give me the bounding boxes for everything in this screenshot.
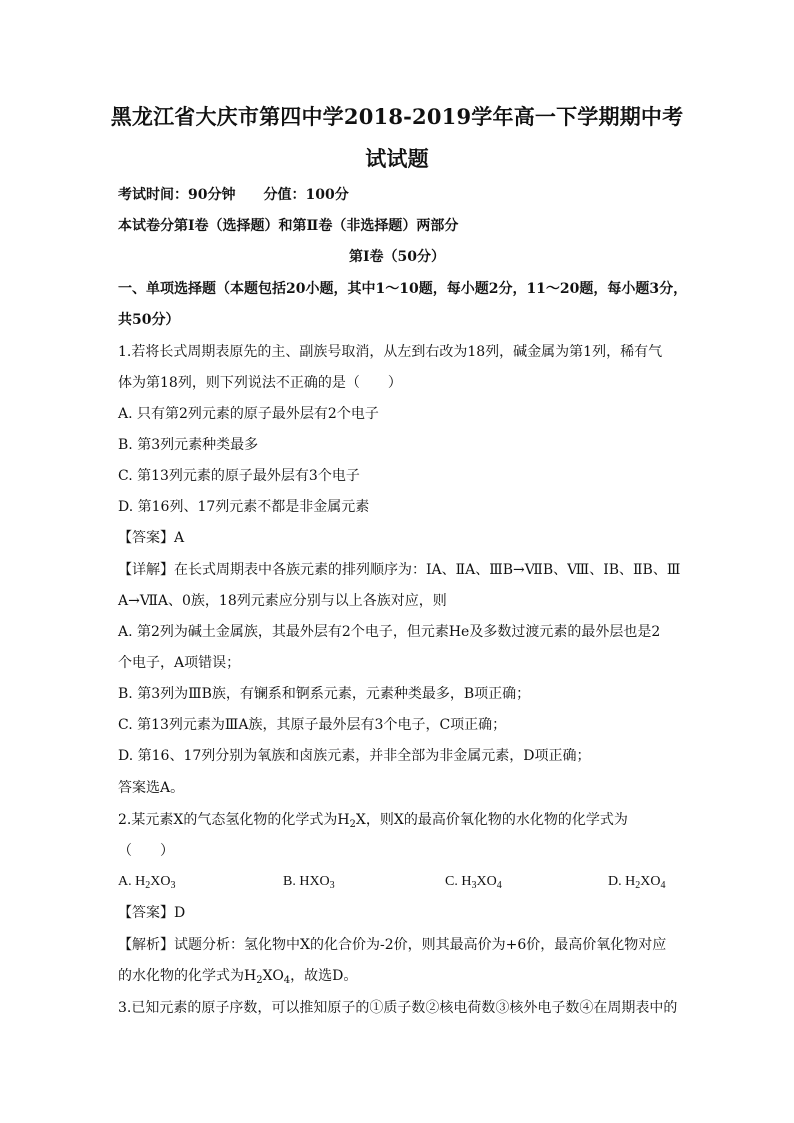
- q1-detail-line6: C. 第13列元素为ⅢA族，其原子最外层有3个电子，C项正确；: [118, 717, 507, 733]
- q1-option-c: C. 第13列元素的原子最外层有3个电子: [118, 468, 360, 484]
- q2-option-a-prefix: A. H: [118, 874, 146, 889]
- q1-option-a: A. 只有第2列元素的原子最外层有2个电子: [118, 406, 379, 422]
- q2-stem-part2: X，则X的最高价氧化物的水化物的化学式为: [355, 812, 628, 828]
- q2-option-d-prefix: D. H: [608, 874, 636, 889]
- q1-option-b: B. 第3列元素种类最多: [118, 437, 259, 453]
- q2-option-d-mid: XO: [640, 874, 661, 889]
- volume-info: 本试卷分第Ⅰ卷（选择题）和第Ⅱ卷（非选择题）两部分: [118, 218, 459, 234]
- q2-option-b: [283, 872, 335, 892]
- q2-analysis-part3: ，故选D。: [290, 968, 358, 984]
- q2-option-c-sub1: 3: [471, 880, 477, 891]
- q2-analysis-part2: XO: [262, 968, 284, 984]
- q2-option-d-sub1: 2: [635, 880, 641, 891]
- q2-analysis-part1: 的水化物的化学式为H: [118, 968, 257, 984]
- q2-analysis-sub1: 2: [256, 975, 263, 986]
- title-line-1: 黑龙江省大庆市第四中学2018-2019学年高一下学期期中考: [110, 104, 684, 129]
- q1-detail-line7: D. 第16、17列分别为氧族和卤族元素，并非全部为非金属元素，D项正确；: [118, 748, 591, 764]
- q1-conclusion: 答案选A。: [118, 780, 185, 796]
- q2-option-a-mid: XO: [150, 874, 171, 889]
- q2-option-d: [608, 872, 665, 892]
- q2-stem-line1: [118, 810, 698, 830]
- q2-option-c: [445, 872, 502, 892]
- section1-heading-line1: 一、单项选择题（本题包括20小题，其中1～10题，每小题2分，11～20题，每小题3分，: [118, 281, 688, 297]
- q1-detail-line5: B. 第3列为ⅢB族，有镧系和锕系元素，元素种类最多，B项正确；: [118, 686, 531, 702]
- q2-analysis-line1: 【解析】试题分析：氢化物中X的化合价为-2价，则其最高价为+6价，最高价氧化物对应: [118, 937, 667, 953]
- q2-option-c-sub2: 4: [496, 880, 502, 891]
- q2-option-b-sub2: 3: [329, 880, 335, 891]
- q2-analysis-line2: [118, 966, 698, 986]
- q2-stem-subscript: 2: [349, 819, 356, 830]
- q2-option-c-mid: XO: [476, 874, 497, 889]
- title-line-2: 试试题: [365, 146, 429, 171]
- section1-heading-line2: 共50分）: [118, 312, 180, 328]
- q2-stem-line2: （ ）: [118, 843, 174, 859]
- q2-option-a-sub2: 3: [170, 880, 176, 891]
- q1-stem-line1: 1.若将长式周期表原先的主、副族号取消，从左到右改为18列，碱金属为第1列，稀有气: [118, 344, 663, 360]
- q3-stem-line1: 3.已知元素的原子序数，可以推知原子的①质子数②核电荷数③核外电子数④在周期表中的: [118, 1000, 678, 1016]
- q1-detail-line4: 个电子，A项错误；: [118, 655, 241, 671]
- q2-analysis-sub2: 4: [283, 975, 291, 986]
- q2-stem-part1: 2.某元素X的气态氢化物的化学式为H: [118, 812, 350, 828]
- part1-heading: 第Ⅰ卷（50分）: [348, 249, 446, 265]
- q2-answer: 【答案】D: [118, 905, 186, 921]
- q2-option-b-prefix: B. HXO: [283, 874, 330, 889]
- q2-option-a: [118, 872, 175, 892]
- q1-detail-line2: A→ⅦA、0族，18列元素应分别与以上各族对应，则: [118, 593, 447, 609]
- q1-option-d: D. 第16列、17列元素不都是非金属元素: [118, 499, 370, 515]
- q2-option-d-sub2: 4: [660, 880, 666, 891]
- q1-detail-line1: 【详解】在长式周期表中各族元素的排列顺序为：ⅠA、ⅡA、ⅢB→ⅦB、Ⅷ、ⅠB、ⅡB、Ⅲ: [118, 562, 681, 578]
- q2-option-a-sub1: 2: [145, 880, 151, 891]
- q2-option-c-prefix: C. H: [445, 874, 472, 889]
- q1-stem-line2: 体为第18列，则下列说法不正确的是（ ）: [118, 375, 402, 391]
- q1-detail-line3: A. 第2列为碱土金属族，其最外层有2个电子，但元素He及多数过渡元素的最外层也是2: [118, 624, 661, 640]
- exam-info: 考试时间：90分钟 分值：100分: [118, 187, 349, 203]
- q1-answer: 【答案】A: [118, 530, 185, 546]
